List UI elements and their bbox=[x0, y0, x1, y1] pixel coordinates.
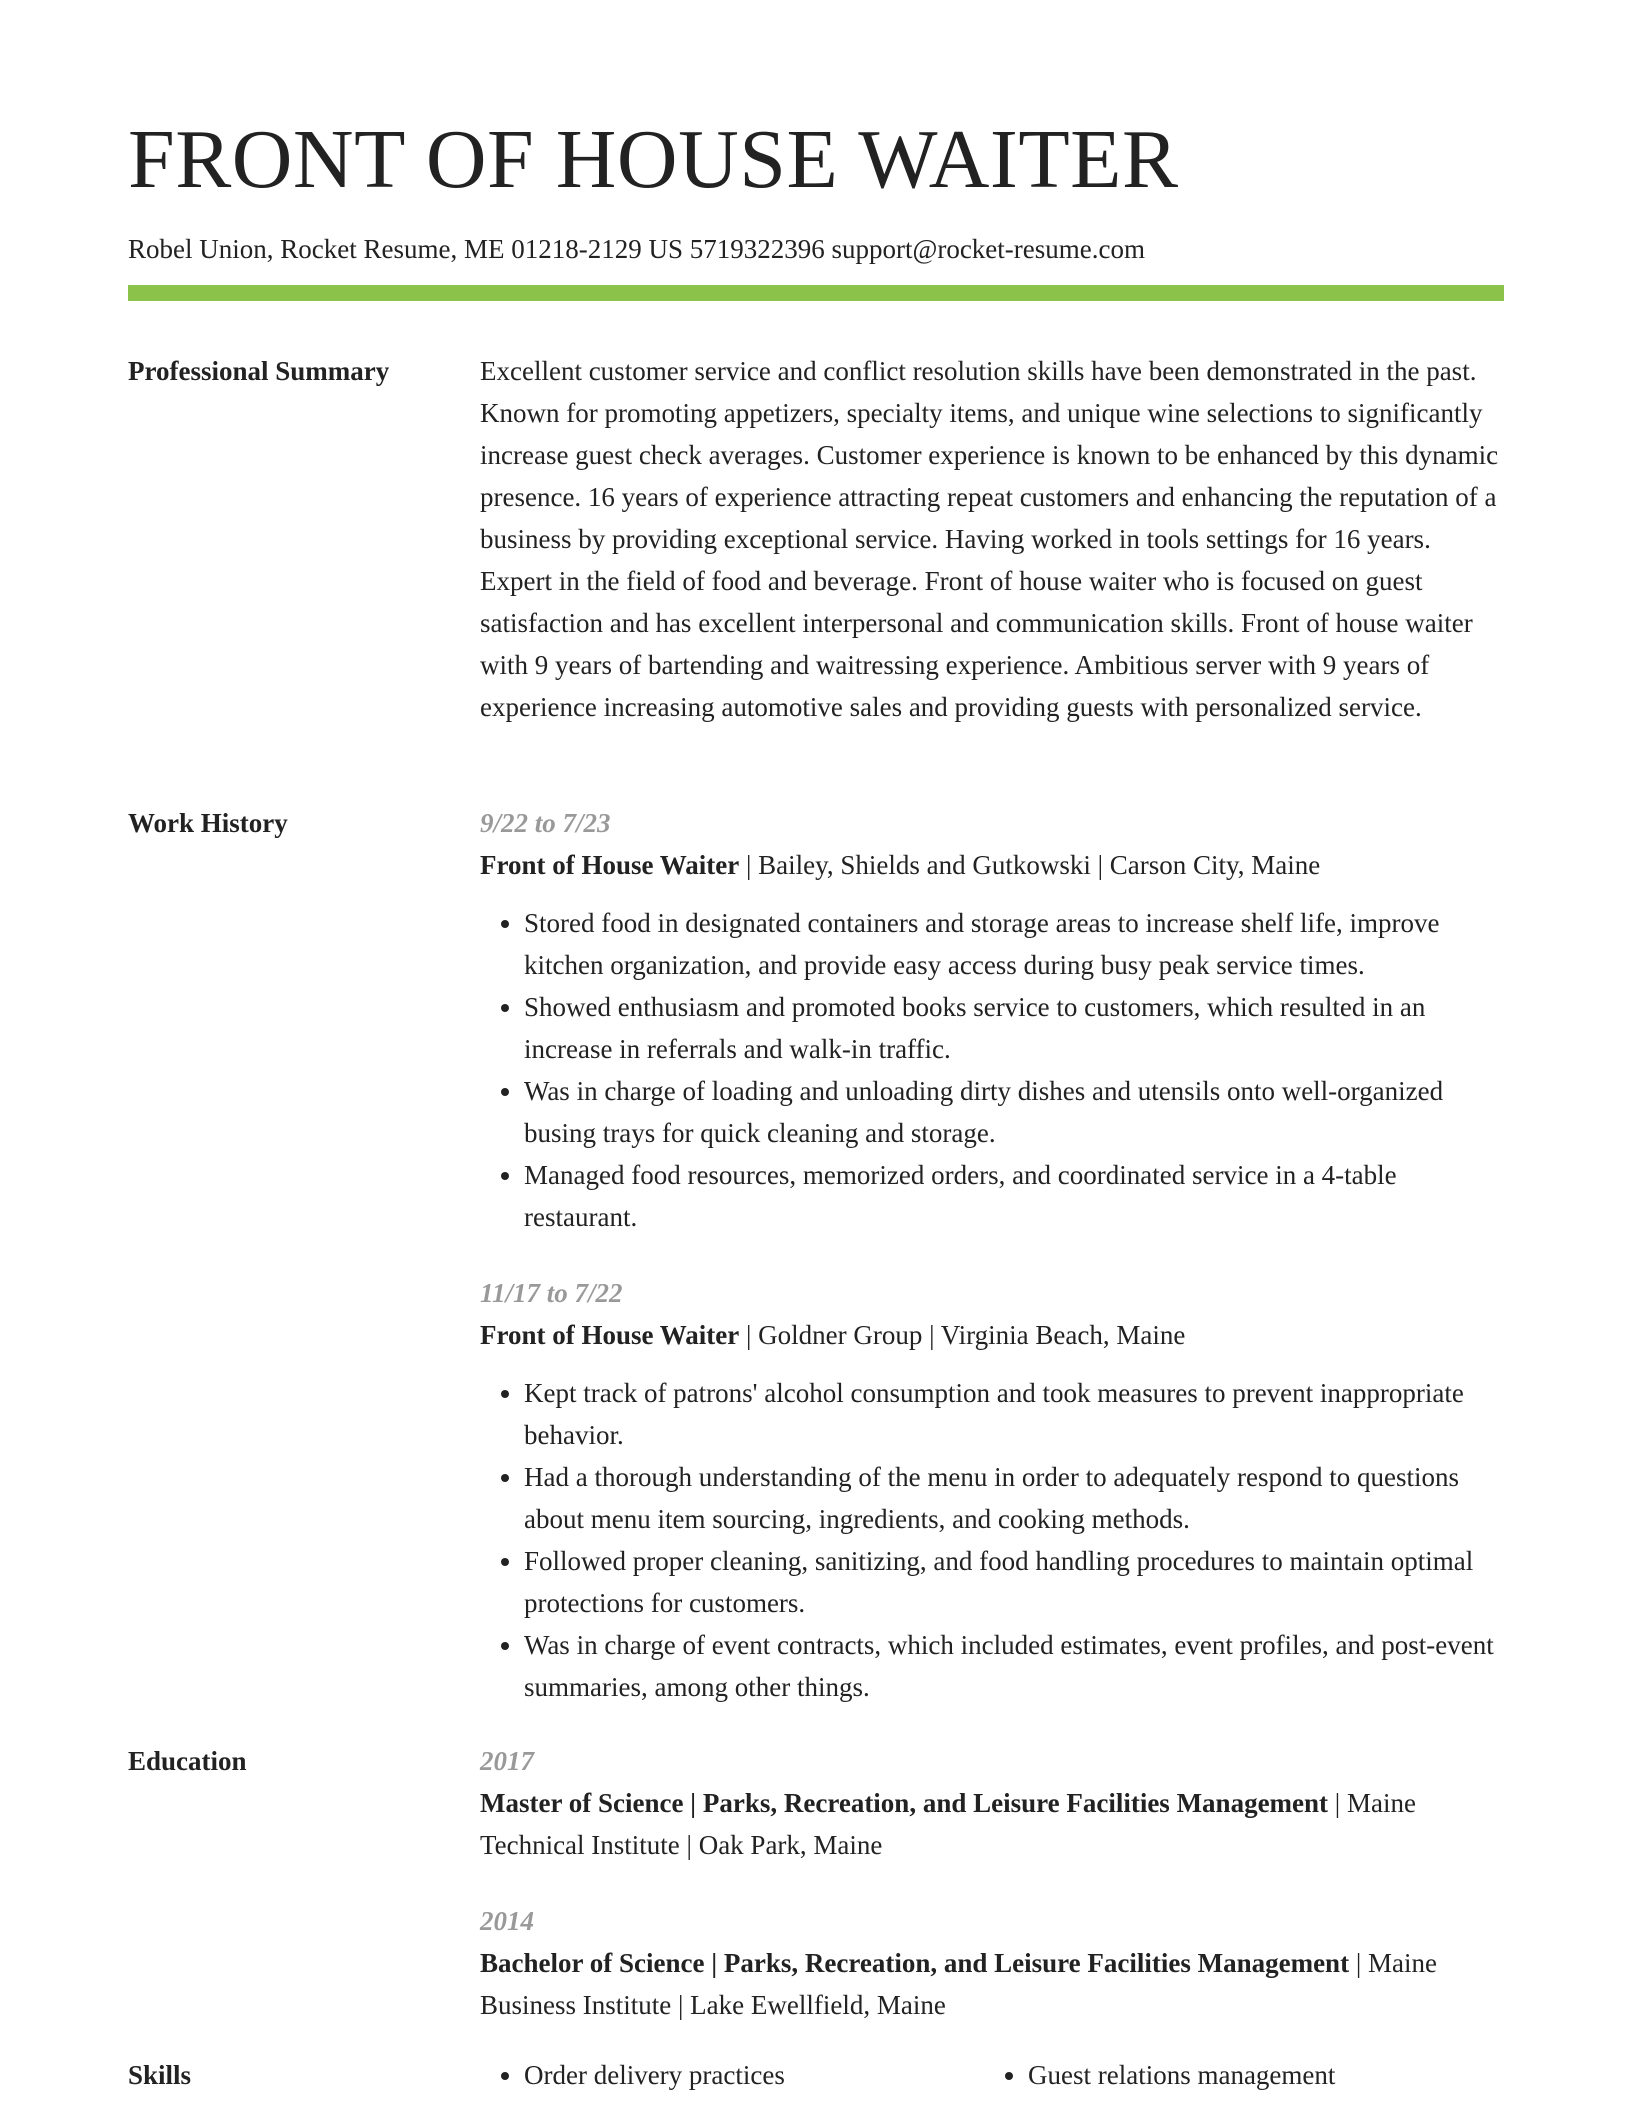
list-item: • Was in charge of event contracts, which included estimates, event profiles, and post-event summaries, among other things. bbox=[524, 1624, 1504, 1708]
section-heading-summary: Professional Summary bbox=[128, 356, 390, 386]
job-details: | Goldner Group | Virginia Beach, Maine bbox=[739, 1320, 1186, 1350]
education-entry bbox=[480, 1740, 1504, 1866]
list-item: • Stored food in designated containers and storage areas to increase shelf life, improve kitchen organization, and provide easy access during busy peak service times. bbox=[524, 902, 1504, 986]
skills-list-left bbox=[480, 2054, 984, 2096]
job-bullets bbox=[480, 902, 1504, 1238]
job-title: Front of House Waiter bbox=[480, 850, 740, 880]
education-entry bbox=[480, 1900, 1504, 2026]
header-divider bbox=[128, 285, 1504, 301]
school-details: | Maine Business Institute | Lake Ewellfield, Maine bbox=[480, 1948, 1437, 2020]
skill-item: • Order delivery practices bbox=[524, 2054, 984, 2096]
resume-title: FRONT OF HOUSE WAITER bbox=[128, 113, 1179, 206]
skill-item: • Guest relations management bbox=[1028, 2054, 1488, 2096]
list-item: • Was in charge of loading and unloading dirty dishes and utensils onto well-organized busing trays for quick cleaning and storage. bbox=[524, 1070, 1504, 1154]
list-item: • Kept track of patrons' alcohol consumption and took measures to prevent inappropriate behavior. bbox=[524, 1372, 1504, 1456]
list-item: • Managed food resources, memorized orders, and coordinated service in a 4-table restaurant. bbox=[524, 1154, 1504, 1238]
section-heading-work-history: Work History bbox=[128, 808, 288, 838]
education-degree-line bbox=[480, 1942, 1504, 2026]
education-year: 2014 bbox=[480, 1906, 534, 1936]
job-dates: 11/17 to 7/22 bbox=[480, 1278, 623, 1308]
job-bullets bbox=[480, 1372, 1504, 1708]
education-year: 2017 bbox=[480, 1746, 534, 1776]
job-entry bbox=[480, 1272, 1504, 1708]
summary-text: Excellent customer service and conflict resolution skills have been demonstrated in the past. Known for promoting appetizers, specialty items, and unique wine selections to significantly increase guest check averages. Customer experience is known to be enhanced by this dynamic presence. 16 years of experience attracting repeat customers and enhancing the reputation of a business by providing exceptional service. Having worked in tools settings for 16 years. Expert in the field of food and beverage. Front of house waiter who is focused on guest satisfaction and has excellent interpersonal and communication skills. Front of house waiter with 9 years of bartending and waitressing experience. Ambitious server with 9 years of experience increasing automotive sales and providing guests with personalized service. bbox=[480, 356, 1499, 722]
contact-line: Robel Union, Rocket Resume, ME 01218-2129 US 5719322396 support@rocket-resume.com bbox=[128, 234, 1145, 264]
job-role bbox=[480, 1314, 1504, 1356]
skills-list-right bbox=[984, 2054, 1488, 2096]
job-role bbox=[480, 844, 1504, 886]
degree-title: Master of Science | Parks, Recreation, and Leisure Facilities Management bbox=[480, 1788, 1329, 1818]
school-details: | Maine Technical Institute | Oak Park, Maine bbox=[480, 1788, 1416, 1860]
skills-columns bbox=[480, 2054, 1504, 2096]
degree-title: Bachelor of Science | Parks, Recreation, and Leisure Facilities Management bbox=[480, 1948, 1350, 1978]
section-heading-skills: Skills bbox=[128, 2060, 192, 2090]
job-title: Front of House Waiter bbox=[480, 1320, 740, 1350]
job-dates: 9/22 to 7/23 bbox=[480, 808, 611, 838]
education-degree-line bbox=[480, 1782, 1504, 1866]
job-entry bbox=[480, 802, 1504, 1238]
list-item: • Had a thorough understanding of the menu in order to adequately respond to questions about menu item sourcing, ingredients, and cooking methods. bbox=[524, 1456, 1504, 1540]
job-details: | Bailey, Shields and Gutkowski | Carson City, Maine bbox=[739, 850, 1321, 880]
list-item: • Showed enthusiasm and promoted books service to customers, which resulted in an increase in referrals and walk-in traffic. bbox=[524, 986, 1504, 1070]
list-item: • Followed proper cleaning, sanitizing, and food handling procedures to maintain optimal protections for customers. bbox=[524, 1540, 1504, 1624]
section-heading-education: Education bbox=[128, 1746, 247, 1776]
